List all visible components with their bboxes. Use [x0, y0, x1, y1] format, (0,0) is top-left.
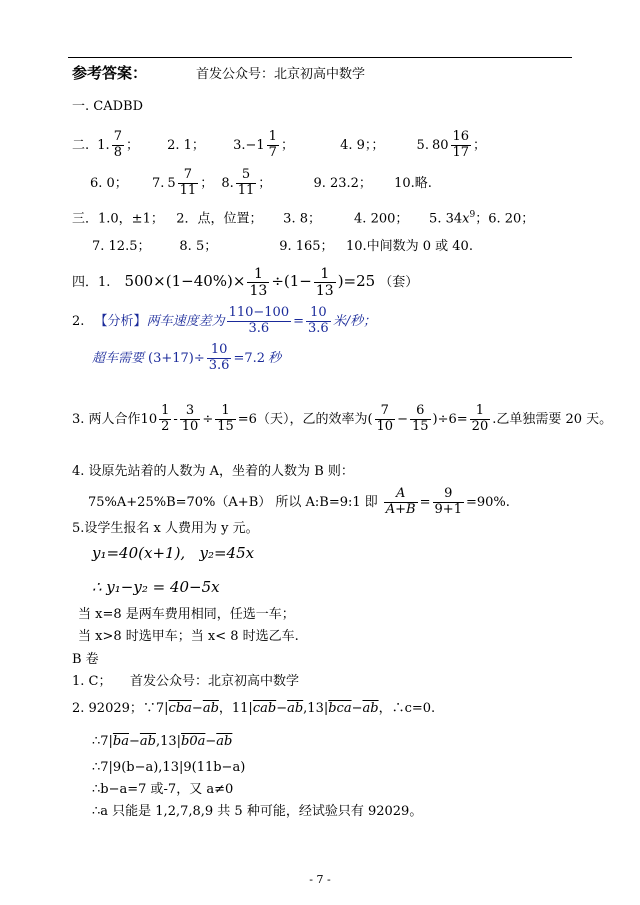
q8-prefix: 8. [221, 175, 234, 191]
part-b-title: B 卷 [72, 652, 99, 667]
q3-prefix: 3. [233, 137, 246, 153]
exponent: 9 [469, 210, 476, 220]
q10-answer: 10.略. [394, 175, 432, 191]
part4-q5-case2: 当 x>8 时选甲车；当 x< 8 时选乙车. [78, 629, 299, 644]
part4-q1 [72, 266, 418, 299]
q-label: 2. [72, 313, 85, 329]
q2-answer: 2. 1； [167, 137, 205, 153]
unit: 米/秒； [332, 313, 377, 329]
q4-answer: 4. 9；； [340, 137, 385, 153]
fraction: $\frac{1}{15}$ [217, 403, 234, 434]
q1-prefix: 1. [97, 137, 110, 153]
minus: − [205, 734, 217, 749]
fraction: $\frac{1}{13}$ [249, 266, 268, 300]
page-number: - 7 - [309, 873, 331, 886]
minus: − [191, 701, 203, 716]
equals: = [419, 494, 431, 510]
fraction: $\frac{7}{8}$ [113, 129, 122, 160]
expression: (3+17)÷ [148, 350, 205, 366]
q6-answer: 6. 0； [90, 175, 128, 191]
q5-prefix: 5. [416, 137, 429, 153]
fraction: $\frac{7}{10}$ [376, 403, 394, 434]
overline-number: $\overline{cba}$ [168, 701, 192, 716]
divide: ÷ [202, 411, 214, 427]
q-text: ,13| [303, 701, 329, 716]
q5-whole: 80 [431, 137, 449, 153]
overline-number: $\overline{ab}$ [287, 701, 304, 716]
part-b-step4: ∴a 只能是 1,2,7,8,9 共 5 种可能，经试验只有 92029。 [92, 804, 423, 819]
q5-suffix: ； [473, 137, 487, 153]
q-text: 75%A+25%B=70%（A+B） 所以 A:B=9:1 即 [88, 494, 378, 510]
q7-whole: 5 [167, 175, 176, 191]
q3-whole: −1 [245, 137, 265, 153]
part4-q5-equations: y₁=40(x+1), y₂=45x [92, 544, 255, 562]
part3-text: 三．1.0，±1； 2．点，位置； 3. 8； 4. 200； 5. 34 [72, 211, 463, 227]
fraction: $\frac{A}{A+B}$ [385, 486, 416, 517]
fraction: $\frac{1}{20}$ [471, 403, 489, 434]
part4-q2-line2 [92, 343, 281, 374]
q-label: 四．1. [72, 275, 111, 291]
q-text: =90%. [465, 494, 510, 510]
q8-suffix: ； [258, 175, 272, 191]
part2-row1 [72, 130, 486, 161]
expression: )=25 [337, 272, 376, 291]
q-text: ∴7| [92, 734, 113, 749]
analysis-text: 超车需要 [92, 350, 145, 366]
minus: − [397, 411, 408, 427]
q-text: ，11| [218, 701, 253, 716]
part4-q4-line1: 4. 设原先站着的人数为 A，坐着的人数为 B 则： [72, 464, 354, 479]
q7-prefix: 7. [151, 175, 165, 191]
minus: − [276, 701, 288, 716]
part3-row2: 7. 12.5； 8. 5； 9. 165； 10.中间数为 0 或 40. [92, 239, 473, 254]
q1-suffix: ； [125, 137, 139, 153]
q-text: )÷6= [432, 411, 468, 427]
part4-q4-line2 [88, 487, 510, 518]
part4-q3 [72, 404, 612, 435]
part-b-step1 [92, 735, 232, 748]
fraction: $\frac{1}{7}$ [268, 129, 277, 160]
q-text: 3. 两人合作 [72, 411, 141, 427]
overline-number: $\overline{ab}$ [216, 734, 233, 749]
q-text: =6（天），乙的效率为( [237, 411, 373, 427]
wechat-account-label: 首发公众号：北京初高中数学 [196, 67, 366, 82]
part3-tail: ；6. 20； [475, 211, 535, 227]
overline-number: $\overline{ab}$ [139, 734, 156, 749]
part1-answers: 一. CADBD [72, 99, 143, 114]
overline-number: $\overline{cab}$ [252, 701, 277, 716]
fraction: $\frac{10}{3.6}$ [308, 305, 329, 336]
equals: = [293, 313, 305, 329]
fraction: $\frac{3}{10}$ [181, 403, 199, 434]
fraction: $\frac{16}{17}$ [452, 129, 470, 160]
q-text: ,13| [155, 734, 182, 749]
fraction: $\frac{10}{3.6}$ [208, 342, 230, 373]
minus: - [173, 411, 178, 427]
q3-suffix: ； [280, 137, 294, 153]
fraction: $\frac{7}{11}$ [179, 167, 197, 198]
overline-number: b0a [181, 734, 206, 749]
unit: 秒 [268, 350, 282, 366]
q9-answer: 9. 23.2； [313, 175, 372, 191]
q-text: ，∴c=0. [378, 701, 436, 716]
fraction: $\frac{1}{2}$ [161, 403, 170, 434]
overline-number: $\overline{bca}$ [328, 701, 352, 716]
header-rule [68, 57, 572, 58]
result: =7.2 [233, 350, 266, 366]
analysis-tag: 【分析】 [94, 313, 147, 329]
fraction: $\frac{5}{11}$ [237, 167, 255, 198]
part4-q5-case1: 当 x=8 是两车费用相同，任选一车； [78, 607, 295, 622]
q7-suffix: ； [200, 175, 214, 191]
part-b-q1: 1. C； [72, 674, 112, 689]
part-b-step2: ∴7|9(b−a),13|9(11b−a) [92, 760, 246, 775]
analysis-text: 两车速度差为 [146, 313, 225, 329]
fraction: $\frac{1}{13}$ [315, 266, 334, 300]
fraction: $\frac{6}{15}$ [411, 403, 429, 434]
fraction: $\frac{110-100}{3.6}$ [228, 305, 290, 336]
overline-number: $\overline{ab}$ [202, 701, 219, 716]
part4-q2-line1 [72, 306, 376, 337]
part4-q5-line1: 5.设学生报名 x 人费用为 y 元。 [72, 521, 259, 536]
q-text: .乙单独需要 20 天。 [492, 411, 613, 427]
q-text: 2. 92029；∵7| [72, 701, 169, 716]
overline-number: $\overline{ab}$ [362, 701, 379, 716]
fraction: $\frac{9}{9+1}$ [434, 486, 462, 517]
expression: 500×(1−40%)× [124, 272, 246, 291]
part3-row1: 三．1.0，±1； 2．点，位置； 3. 8； 4. 200； 5. $34x^9$；6. 20； [72, 210, 535, 227]
part-b-q2 [72, 702, 435, 715]
part2-row2 [90, 168, 432, 199]
part2-label: 二. [72, 137, 90, 153]
minus: − [129, 734, 140, 749]
expression: ÷(1− [271, 272, 312, 291]
part-b-step3: ∴b−a=7 或-7，又 a≠0 [92, 782, 234, 797]
minus: − [351, 701, 363, 716]
overline-number: $\overline{ba}$ [112, 734, 129, 749]
wechat-account-label-2: 首发公众号：北京初高中数学 [130, 674, 300, 689]
unit: （套） [379, 275, 419, 291]
whole: 10 [140, 411, 158, 427]
answer-heading: 参考答案： [72, 64, 148, 82]
part4-q5-difference: ∴ y₁−y₂ = 40−5x [92, 578, 220, 596]
